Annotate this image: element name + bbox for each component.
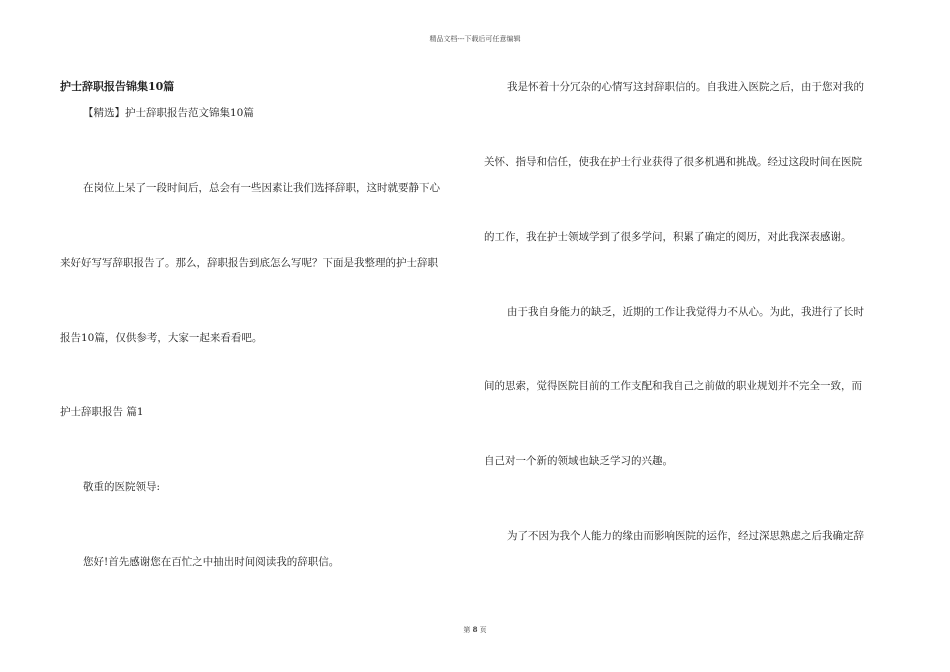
intro-line-2: 来好好写写辞职报告了。那么，辞职报告到底怎么写呢？下面是我整理的护士辞职 [60,257,438,269]
footer-suffix: 页 [479,626,487,634]
paragraph-1-line-3: 的工作，我在护士领域学到了很多学问，积累了确定的阅历，对此我深表感谢。 [484,231,852,243]
paragraph-2-line-1: 由于我自身能力的缺乏，近期的工作让我觉得力不从心。为此，我进行了长时 [507,306,864,318]
page-header: 精品文档---下载后可任意编辑 [429,35,521,43]
section-heading: 护士辞职报告 篇1 [60,406,144,418]
letter-salutation: 敬重的医院领导: [83,481,161,493]
intro-line-1: 在岗位上呆了一段时间后，总会有一些因素让我们选择辞职，这时就要静下心 [83,182,440,194]
page-footer [0,625,950,635]
paragraph-1-line-1: 我是怀着十分冗杂的心情写这封辞职信的。自我进入医院之后，由于您对我的 [507,81,864,93]
intro-line-3: 报告10篇，仅供参考，大家一起来看看吧。 [60,332,263,344]
paragraph-2-line-2: 间的思索，觉得医院目前的工作支配和我自己之前做的职业规划并不完全一致，而 [484,380,862,392]
paragraph-3-line-1: 为了不因为我个人能力的缘由而影响医院的运作，经过深思熟虑之后我确定辞 [507,530,864,542]
paragraph-2-line-3: 自己对一个新的领域也缺乏学习的兴趣。 [484,455,673,467]
document-title: 护士辞职报告锦集10篇 [60,80,175,93]
footer-prefix: 第 [463,626,471,634]
page-number: 8 [472,625,478,634]
letter-greeting: 您好!首先感谢您在百忙之中抽出时间阅读我的辞职信。 [83,556,340,568]
paragraph-1-line-2: 关怀、指导和信任，使我在护士行业获得了很多机遇和挑战。经过这段时间在医院 [484,156,862,168]
document-subtitle: 【精选】护士辞职报告范文锦集10篇 [83,107,254,119]
